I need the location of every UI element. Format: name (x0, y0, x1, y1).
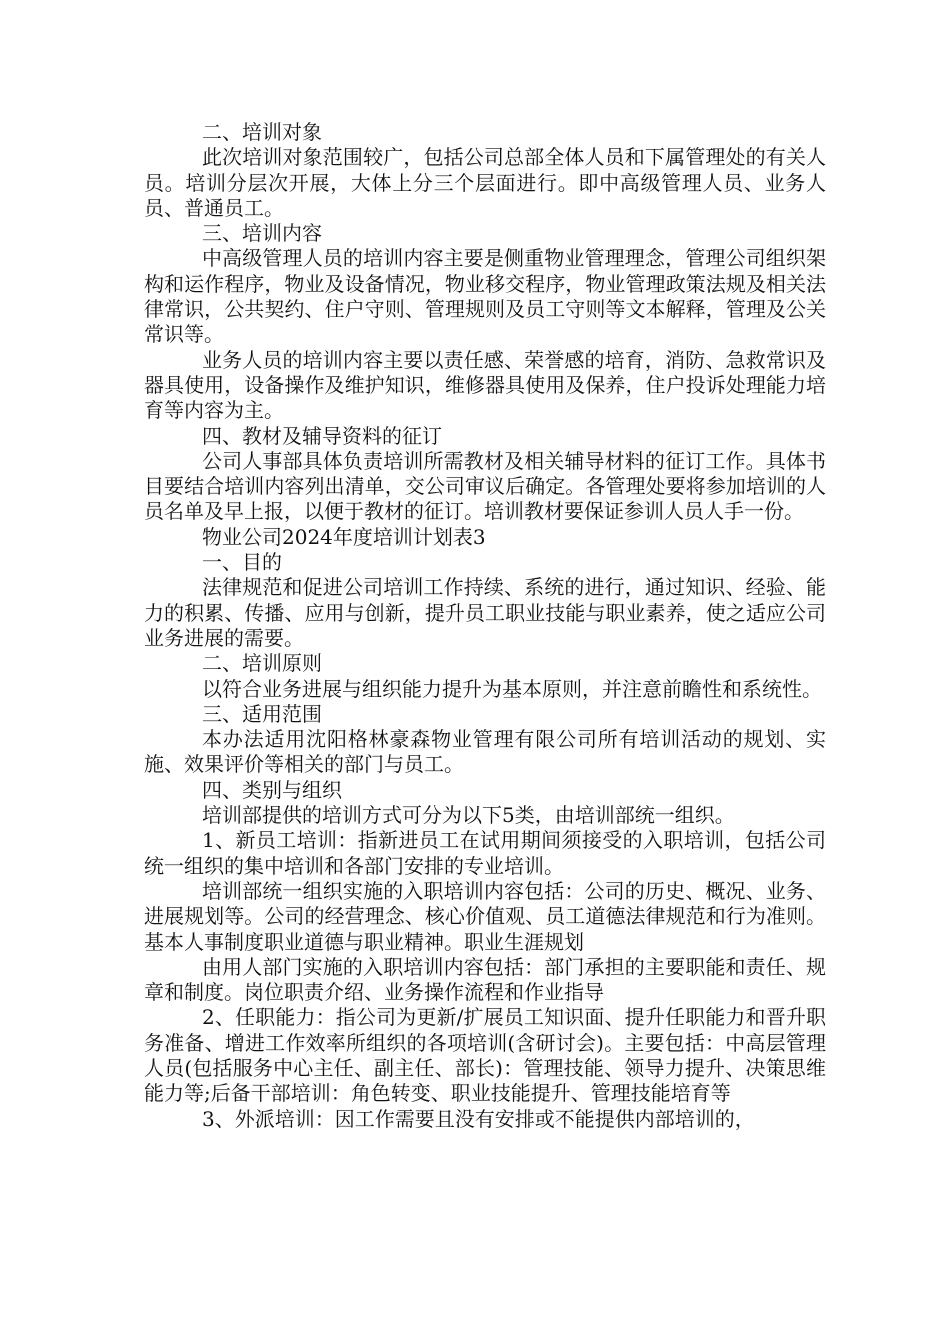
paragraph-categories: 培训部提供的培训方式可分为以下5类，由培训部统一组织。 (202, 803, 735, 828)
paragraph-principles: 以符合业务进展与组织能力提升为基本原则，并注意前瞻性和系统性。 (202, 676, 822, 701)
document-page (144, 120, 826, 1132)
paragraph-unified-onboarding: 培训部统一组织实施的入职培训内容包括：公司的历史、概况、业务、进展规划等。公司的经营理念、核心价值观、员工道德法律规范和行为准则。基本人事制度职业道德与职业精神。职业生涯规划 (144, 878, 826, 954)
paragraph-training-targets: 此次培训对象范围较广，包括公司总部全体人员和下属管理处的有关人员。培训分层次开展，大体上分三个层面进行。即中高级管理人员、业务人员、普通员工。 (144, 145, 826, 220)
paragraph-business-staff-content: 业务人员的培训内容主要以责任感、荣誉感的培育，消防、急救常识及器具使用，设备操作及维护知识，维修器具使用及保养，住户投诉处理能力培育等内容为主。 (144, 347, 826, 423)
paragraph-new-employee-training: 1、新员工培训：指新进员工在试用期间须接受的入职培训，包括公司统一组织的集中培训和各部门安排的专业培训。 (144, 828, 826, 878)
title-training-plan-3: 物业公司2024年度培训计划表3 (202, 524, 486, 549)
paragraph-materials: 公司人事部具体负责培训所需教材及相关辅导材料的征订工作。具体书目要结合培训内容列出清单，交公司审议后确定。各管理处要将参加培训的人员名单及早上报，以便于教材的征订。培训教材要保证参训人员人手一份。 (144, 448, 826, 524)
heading-training-targets: 二、培训对象 (202, 120, 322, 144)
heading-principles: 二、培训原则 (202, 651, 322, 676)
paragraph-external-training: 3、外派培训：因工作需要且没有安排或不能提供内部培训的， (202, 1106, 755, 1131)
heading-training-content: 三、培训内容 (202, 221, 322, 246)
heading-scope: 三、适用范围 (202, 701, 322, 726)
heading-purpose: 一、目的 (202, 550, 282, 575)
paragraph-senior-staff-content: 中高级管理人员的培训内容主要是侧重物业管理理念，管理公司组织架构和运作程序，物业及设备情况，物业移交程序，物业管理政策法规及相关法律常识，公共契约、住户守则、管理规则及员工守则等文本解释，管理及公关常识等。 (144, 246, 826, 347)
paragraph-purpose: 法律规范和促进公司培训工作持续、系统的进行，通过知识、经验、能力的积累、传播、应用与创新，提升员工职业技能与职业素养，使之适应公司业务进展的需要。 (144, 575, 826, 650)
heading-materials: 四、教材及辅导资料的征订 (202, 423, 442, 448)
paragraph-job-competency: 2、任职能力：指公司为更新/扩展员工知识面、提升任职能力和晋升职务准备、增进工作效率所组织的各项培训(含研讨会)。主要包括：中高层管理人员(包括服务中心主任、副主任、部长)：管理技能、领导力提升、决策思维能力等;后备干部培训：角色转变、职业技能提升、管理技能培育等 (144, 1005, 826, 1106)
paragraph-scope: 本办法适用沈阳格林豪森物业管理有限公司所有培训活动的规划、实施、效果评价等相关的部门与员工。 (144, 727, 826, 777)
heading-categories: 四、类别与组织 (202, 777, 342, 802)
paragraph-department-onboarding: 由用人部门实施的入职培训内容包括：部门承担的主要职能和责任、规章和制度。岗位职责介绍、业务操作流程和作业指导 (144, 954, 826, 1005)
